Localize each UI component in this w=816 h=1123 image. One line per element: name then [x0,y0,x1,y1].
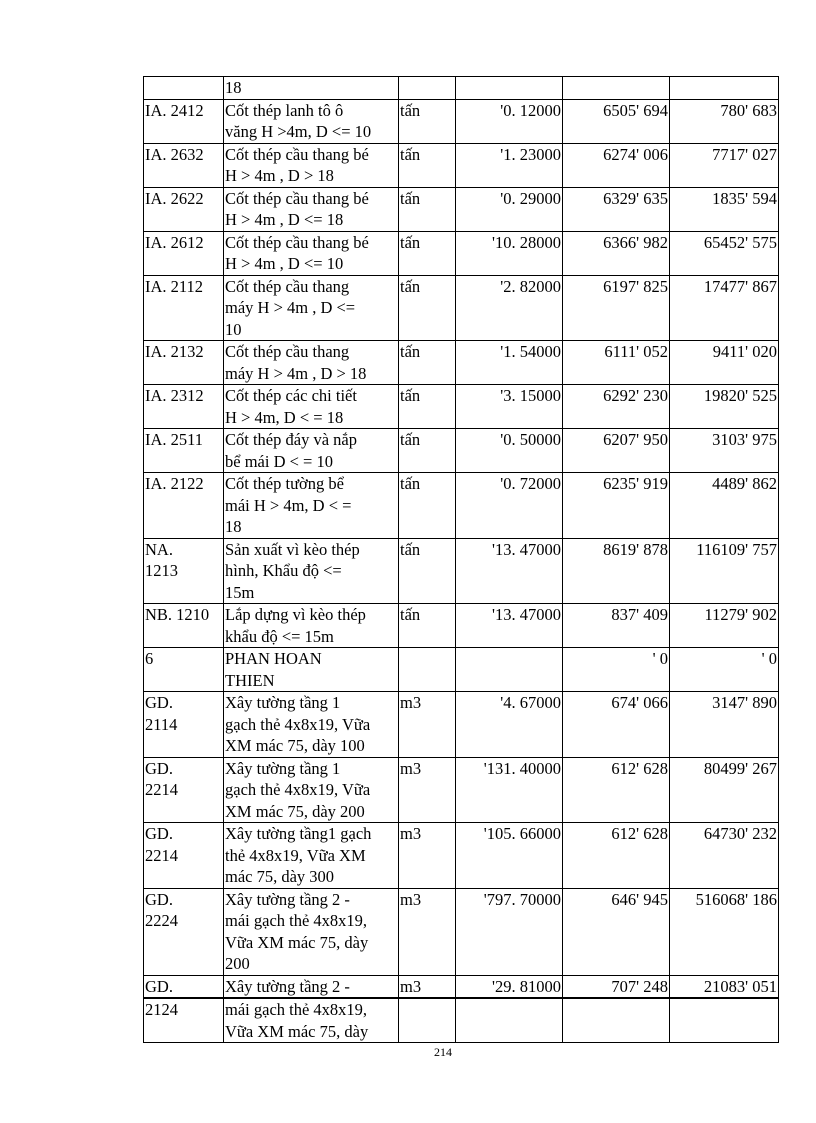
item-unit-price: 6207' 950 [563,429,670,473]
item-total: 3147' 890 [670,692,779,758]
item-code: GD. 2214 [144,757,224,823]
item-description: Cốt thép cầu thang máy H > 4m , D <= 10 [224,275,399,341]
item-code: IA. 2122 [144,473,224,539]
item-total [670,77,779,100]
item-unit [399,77,456,100]
item-unit: m3 [399,823,456,889]
item-unit: tấn [399,473,456,539]
item-quantity: '10. 28000 [456,231,563,275]
item-code: IA. 2511 [144,429,224,473]
item-description: Cốt thép cầu thang bé H > 4m , D > 18 [224,143,399,187]
item-description: Xây tường tầng 1 gạch thẻ 4x8x19, Vữa XM mác 75, dày 200 [224,757,399,823]
item-unit-price: 674' 066 [563,692,670,758]
table-row [144,757,779,823]
table-row [144,998,779,1043]
item-description: Xây tường tầng 2 - [224,975,399,998]
item-quantity: '3. 15000 [456,385,563,429]
item-total: 21083' 051 [670,975,779,998]
item-unit: tấn [399,385,456,429]
item-code: IA. 2612 [144,231,224,275]
item-unit-price: 6111' 052 [563,341,670,385]
table-row [144,648,779,692]
table-row [144,823,779,889]
item-unit-price: 6505' 694 [563,99,670,143]
item-unit-price: 6329' 635 [563,187,670,231]
item-description: 18 [224,77,399,100]
table-row [144,275,779,341]
item-unit-price: ' 0 [563,648,670,692]
item-code: IA. 2312 [144,385,224,429]
item-quantity: '0. 12000 [456,99,563,143]
item-description: Sản xuất vì kèo thép hình, Khẩu độ <= 15m [224,538,399,604]
item-unit-price: 8619' 878 [563,538,670,604]
item-unit-price [563,998,670,1043]
item-unit-price: 6292' 230 [563,385,670,429]
item-description: mái gạch thẻ 4x8x19, Vữa XM mác 75, dày [224,998,399,1043]
item-unit [399,998,456,1043]
item-total: 4489' 862 [670,473,779,539]
item-quantity: '0. 29000 [456,187,563,231]
item-total: 19820' 525 [670,385,779,429]
item-unit-price: 646' 945 [563,888,670,975]
item-total: 516068' 186 [670,888,779,975]
item-unit-price: 837' 409 [563,604,670,648]
item-quantity: '2. 82000 [456,275,563,341]
table-row [144,538,779,604]
item-total: 17477' 867 [670,275,779,341]
item-quantity: '1. 54000 [456,341,563,385]
item-code: IA. 2632 [144,143,224,187]
item-unit-price: 707' 248 [563,975,670,998]
item-code: NB. 1210 [144,604,224,648]
item-code: IA. 2132 [144,341,224,385]
item-code: GD. 2114 [144,692,224,758]
item-total: 780' 683 [670,99,779,143]
item-quantity [456,648,563,692]
item-unit: tấn [399,275,456,341]
item-description: Cốt thép lanh tô ô văng H >4m, D <= 10 [224,99,399,143]
table-row [144,429,779,473]
item-unit: m3 [399,975,456,998]
table-body [144,77,779,1043]
item-unit-price: 612' 628 [563,823,670,889]
item-unit: m3 [399,888,456,975]
item-code: IA. 2412 [144,99,224,143]
table-row [144,385,779,429]
item-code: 2124 [144,998,224,1043]
table-row [144,231,779,275]
item-total: 1835' 594 [670,187,779,231]
item-unit: tấn [399,341,456,385]
item-total: 80499' 267 [670,757,779,823]
item-unit: m3 [399,692,456,758]
table-row [144,888,779,975]
item-quantity: '4. 67000 [456,692,563,758]
item-description: PHAN HOAN THIEN [224,648,399,692]
item-quantity: '29. 81000 [456,975,563,998]
item-quantity: '1. 23000 [456,143,563,187]
table-row [144,77,779,100]
item-description: Cốt thép cầu thang máy H > 4m , D > 18 [224,341,399,385]
item-code [144,77,224,100]
item-unit-price: 6197' 825 [563,275,670,341]
item-total: 9411' 020 [670,341,779,385]
item-total: ' 0 [670,648,779,692]
item-quantity: '797. 70000 [456,888,563,975]
table-row [144,473,779,539]
item-description: Cốt thép cầu thang bé H > 4m , D <= 10 [224,231,399,275]
table-row [144,99,779,143]
item-unit: tấn [399,99,456,143]
item-description: Xây tường tầng 2 - mái gạch thẻ 4x8x19, Vữa XM mác 75, dày 200 [224,888,399,975]
item-unit-price: 6274' 006 [563,143,670,187]
item-quantity: '0. 50000 [456,429,563,473]
item-unit: tấn [399,143,456,187]
table-row [144,692,779,758]
item-unit-price: 6366' 982 [563,231,670,275]
item-code: GD. 2214 [144,823,224,889]
item-unit: tấn [399,538,456,604]
table-row [144,604,779,648]
item-code: GD. 2224 [144,888,224,975]
item-total: 11279' 902 [670,604,779,648]
item-description: Lắp dựng vì kèo thép khẩu độ <= 15m [224,604,399,648]
item-unit [399,648,456,692]
item-code: GD. [144,975,224,998]
item-unit: tấn [399,604,456,648]
item-unit-price: 6235' 919 [563,473,670,539]
item-total: 7717' 027 [670,143,779,187]
item-unit: tấn [399,429,456,473]
item-unit-price: 612' 628 [563,757,670,823]
item-total: 116109' 757 [670,538,779,604]
item-quantity [456,77,563,100]
item-description: Cốt thép tường bể mái H > 4m, D < = 18 [224,473,399,539]
item-quantity: '131. 40000 [456,757,563,823]
item-code: IA. 2112 [144,275,224,341]
item-unit-price [563,77,670,100]
item-total [670,998,779,1043]
item-description: Xây tường tầng1 gạch thẻ 4x8x19, Vữa XM mác 75, dày 300 [224,823,399,889]
table-row [144,341,779,385]
item-quantity: '105. 66000 [456,823,563,889]
item-unit: tấn [399,231,456,275]
item-total: 64730' 232 [670,823,779,889]
table-row [144,187,779,231]
item-description: Cốt thép các chi tiết H > 4m, D < = 18 [224,385,399,429]
item-code: 6 [144,648,224,692]
item-description: Xây tường tầng 1 gạch thẻ 4x8x19, Vữa XM mác 75, dày 100 [224,692,399,758]
item-description: Cốt thép cầu thang bé H > 4m , D <= 18 [224,187,399,231]
item-code: NA. 1213 [144,538,224,604]
cost-estimate-table [143,76,779,1043]
table-row [144,975,779,998]
item-code: IA. 2622 [144,187,224,231]
item-description: Cốt thép đáy và nắp bể mái D < = 10 [224,429,399,473]
page-number: 214 [434,1045,452,1059]
item-total: 65452' 575 [670,231,779,275]
item-quantity: '13. 47000 [456,604,563,648]
item-quantity: '13. 47000 [456,538,563,604]
item-quantity: '0. 72000 [456,473,563,539]
item-unit: tấn [399,187,456,231]
item-total: 3103' 975 [670,429,779,473]
item-unit: m3 [399,757,456,823]
table-row [144,143,779,187]
item-quantity [456,998,563,1043]
